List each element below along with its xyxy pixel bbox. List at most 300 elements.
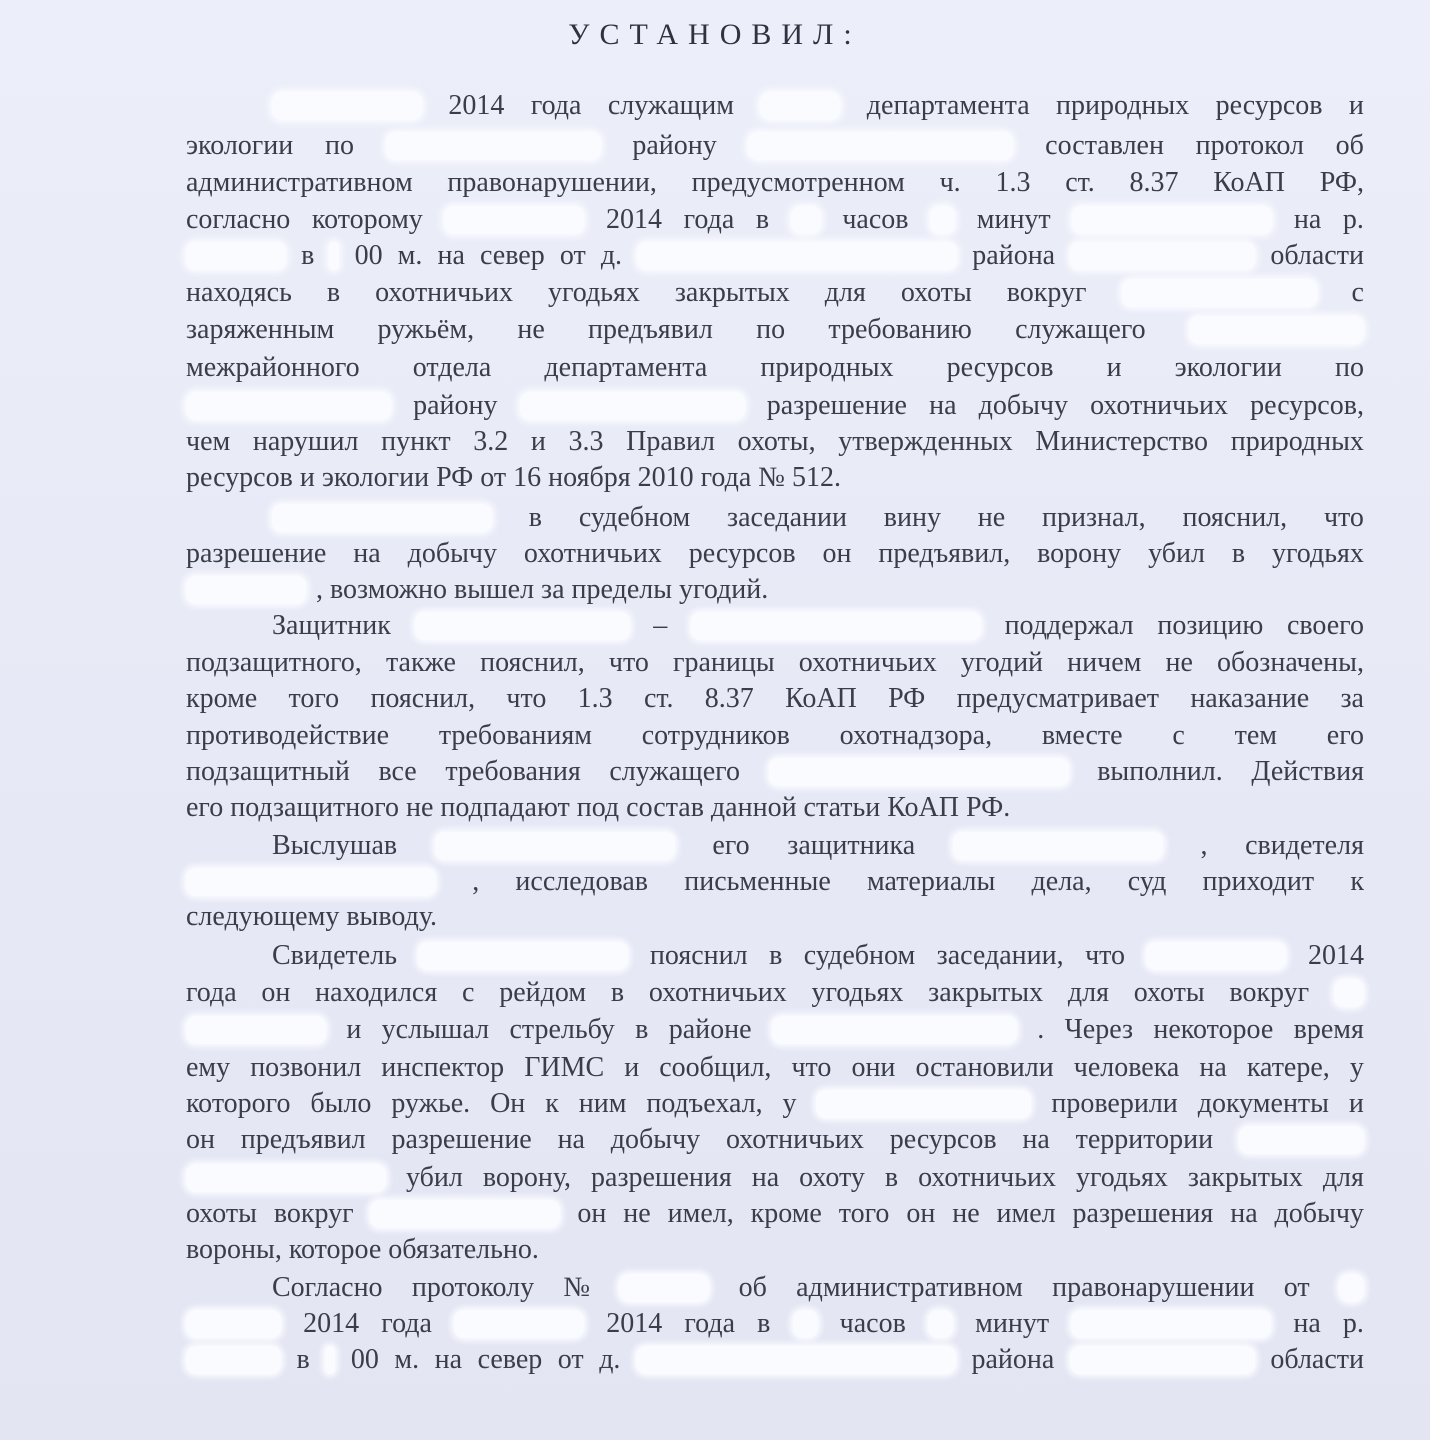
text-word: угодьях (547, 277, 640, 308)
text-word: находился (315, 977, 438, 1008)
redaction-block (272, 504, 492, 532)
redaction-block (1070, 1346, 1255, 1374)
text-word: 2014 (303, 1308, 360, 1339)
text-word: инспектор (381, 1052, 505, 1083)
text-word: служащего (609, 756, 740, 787)
text-word: Выслушав (272, 830, 398, 861)
text-word: району (632, 130, 717, 161)
text-word: проверили (1051, 1088, 1178, 1119)
text-word: в (884, 1162, 899, 1193)
text-word: года (530, 90, 582, 121)
redaction-block (772, 1016, 1017, 1044)
text-word: на (1022, 1124, 1050, 1155)
text-word: КоАП (1213, 167, 1285, 198)
text-line (186, 975, 1364, 1011)
text-word: он (577, 1198, 607, 1229)
text-word: на (1293, 1308, 1321, 1339)
text-word: было (310, 1088, 372, 1119)
text-word: сотрудников (641, 720, 790, 751)
text-word: защитника (787, 830, 916, 861)
text-word: север (480, 240, 545, 271)
text-word: вокруг (1229, 977, 1310, 1008)
text-word: предъявил (240, 1124, 366, 1155)
text-word: позицию (1157, 610, 1264, 641)
text-word: в (326, 277, 341, 308)
text-word: в (528, 502, 543, 533)
text-word: он (261, 977, 291, 1008)
text-word: РФ, (1319, 167, 1364, 198)
text-word: р. (1342, 204, 1364, 235)
text-word: Согласно (272, 1272, 383, 1303)
text-word: требованию (828, 314, 972, 345)
text-word: ворону, (482, 1162, 572, 1193)
text-word: Через (1064, 1014, 1134, 1045)
text-word: на (1293, 204, 1322, 235)
text-word: часов (839, 1308, 906, 1339)
text-word: протокол (1195, 130, 1304, 161)
text-word: признал, (1041, 502, 1146, 533)
text-word: по (756, 314, 786, 345)
text-word: ружье. (391, 1088, 471, 1119)
text-word: РФ (888, 683, 926, 714)
text-word: межрайонного (186, 352, 360, 383)
text-word: судебном (578, 502, 691, 533)
text-word: своего (1286, 610, 1364, 641)
redaction-block (272, 92, 422, 120)
text-line (186, 790, 1364, 826)
text-word: позвонил (250, 1052, 362, 1083)
redaction-block (186, 392, 391, 420)
redaction-block (325, 1346, 335, 1374)
text-word: охоты (186, 1198, 257, 1229)
text-word: он (186, 1124, 215, 1155)
text-word: что (1085, 940, 1126, 971)
text-word: на (557, 1124, 585, 1155)
text-word: 8.37 (1129, 167, 1179, 198)
redaction-block (748, 132, 1013, 160)
text-word: правонарушении, (447, 167, 657, 198)
text-word: 3.3 (568, 426, 604, 457)
redaction-block (370, 1200, 560, 1228)
text-word: разрешения (1072, 1198, 1214, 1229)
text-word: исследовав (515, 866, 649, 897)
text-line (186, 165, 1364, 201)
text-word: № (563, 1272, 591, 1303)
text-word: природных (1056, 90, 1190, 121)
text-line (186, 312, 1364, 348)
text-word: не (623, 1198, 651, 1229)
text-word: ним (578, 1088, 627, 1119)
text-word: района (971, 1344, 1055, 1375)
text-word: его (1326, 720, 1364, 751)
redaction-block (418, 942, 628, 970)
text-word: имел, (667, 1198, 734, 1229)
text-word: Министерство (1035, 426, 1209, 457)
text-word: кроме (186, 683, 258, 714)
redaction-block (186, 576, 306, 604)
text-word: с (462, 977, 475, 1008)
text-word: согласно (186, 204, 291, 235)
text-word: ему (186, 1052, 231, 1083)
text-word: 00 (354, 240, 383, 271)
text-word: у (1349, 1052, 1364, 1083)
text-word: пояснил (649, 940, 748, 971)
text-word: составлен (1045, 130, 1164, 161)
text-word: охоты, (737, 426, 816, 457)
text-word: что (791, 1052, 832, 1083)
text-word: – (653, 610, 668, 641)
text-line (186, 1306, 1364, 1342)
text-word: некоторое (1153, 1014, 1274, 1045)
text-word: за (1340, 683, 1364, 714)
text-word: добычу (978, 390, 1068, 421)
redaction-block (1072, 206, 1272, 234)
text-word: нарушил (252, 426, 359, 457)
text-word: судебном (803, 940, 916, 971)
redaction-block (760, 92, 840, 120)
text-word: и (346, 1014, 362, 1045)
redaction-block (329, 242, 339, 270)
text-word: человека (1073, 1052, 1180, 1083)
text-word: ресурсов (889, 1124, 997, 1155)
text-word: он (822, 538, 852, 569)
text-word: не (952, 1198, 980, 1229)
text-word: пояснил, (1182, 502, 1288, 533)
text-word: дела, (1031, 866, 1092, 897)
text-word: в (301, 240, 315, 271)
redaction-block (186, 868, 436, 896)
text-line (186, 424, 1364, 460)
text-word: чем (186, 426, 231, 457)
text-line (186, 238, 1364, 274)
text-word: на (751, 1162, 780, 1193)
text-line (186, 645, 1364, 681)
text-word: которому (311, 204, 423, 235)
redaction-block (1239, 1126, 1364, 1154)
redaction-block (953, 832, 1163, 860)
text-word: в (610, 977, 625, 1008)
text-word: на (1199, 1052, 1227, 1083)
text-line (186, 500, 1364, 536)
text-word: закрытых (928, 977, 1044, 1008)
text-word: ресурсов, (1250, 390, 1364, 421)
text-word: 00 (350, 1344, 379, 1375)
text-word: ничем (1067, 647, 1142, 678)
redaction-block (435, 832, 675, 860)
text-word: Свидетель (272, 940, 397, 971)
redaction-block (1071, 1310, 1271, 1338)
text-word: обозначены, (1217, 647, 1364, 678)
text-word: для (1067, 977, 1109, 1008)
text-word: экологии (186, 130, 294, 161)
text-word: с (1172, 720, 1185, 751)
text-word: закрытых (674, 277, 790, 308)
text-word: ст. (643, 683, 674, 714)
text-word: в (635, 1014, 649, 1045)
text-word: от (557, 1344, 584, 1375)
text-line (186, 1270, 1364, 1306)
redaction-block (186, 242, 286, 270)
text-line (186, 1160, 1364, 1196)
text-word: ГИМС (524, 1052, 605, 1083)
text-word: об (1335, 130, 1364, 161)
text-word: для (824, 277, 866, 308)
text-word: минут (975, 1308, 1050, 1339)
text-word: остановили (915, 1052, 1054, 1083)
text-word: время (1293, 1014, 1364, 1045)
redaction-block (186, 1016, 326, 1044)
text-word: природных (1230, 426, 1364, 457)
text-word: также (385, 647, 456, 678)
text-word: угодьях (1076, 1162, 1168, 1193)
text-line (186, 1050, 1364, 1086)
text-word: поддержал (1004, 610, 1134, 641)
text-word: его (712, 830, 750, 861)
text-line (186, 754, 1364, 790)
text-word: охотничьих (375, 277, 513, 308)
text-word: и (1348, 90, 1364, 121)
text-word: наказание (1190, 683, 1310, 714)
redaction-block (793, 1310, 818, 1338)
text-word: он (906, 1198, 936, 1229)
text-word: минут (976, 204, 1051, 235)
text-line (186, 608, 1364, 644)
text-line (186, 350, 1364, 386)
text-word: протоколу (411, 1272, 535, 1303)
text-word: охоты (1133, 977, 1205, 1008)
text-word: имел (996, 1198, 1056, 1229)
text-line (186, 275, 1364, 311)
text-word: не (1165, 647, 1193, 678)
text-word: не (977, 502, 1006, 533)
text-line (186, 460, 1364, 496)
text-word: охотничьих (726, 1124, 864, 1155)
text-word: кроме (750, 1198, 822, 1229)
text-word: катере, (1246, 1052, 1330, 1083)
text-word: ст. (1065, 167, 1095, 198)
text-word: разрешение (391, 1124, 532, 1155)
text-word: районе (668, 1014, 752, 1045)
redaction-block (816, 1090, 1031, 1118)
text-word: в (1231, 538, 1246, 569)
text-word: ресурсов (946, 352, 1054, 383)
text-word: у (782, 1088, 797, 1119)
text-line (186, 1086, 1364, 1122)
text-word: охотничьих (798, 647, 937, 678)
text-word: суд (1127, 866, 1167, 897)
text-word: ресурсов (688, 538, 796, 569)
text-word: к (1350, 866, 1364, 897)
text-word: 1.3 (995, 167, 1031, 198)
text-word: подзащитный (186, 756, 350, 787)
text-word: 3.2 (473, 426, 509, 457)
text-word: Правил (626, 426, 715, 457)
text-word: что (608, 647, 649, 678)
text-word: что (506, 683, 547, 714)
redaction-block (791, 206, 821, 234)
text-line (186, 1196, 1364, 1232)
text-word: Защитник (272, 610, 391, 641)
text-line (186, 88, 1364, 124)
text-word: в (296, 1344, 310, 1375)
text-word: ч. (939, 167, 961, 198)
text-word: не (517, 314, 545, 345)
text-word: охоты (900, 277, 972, 308)
text-word: служащим (607, 90, 734, 121)
text-word: года (684, 1308, 736, 1339)
text-word: пояснил, (480, 647, 585, 678)
text-word: заряженным (186, 314, 335, 345)
text-word: угодьях (1272, 538, 1364, 569)
redaction-block (637, 242, 957, 270)
text-word: пункт (381, 426, 451, 457)
redaction-block (636, 1346, 956, 1374)
redaction-block (930, 206, 955, 234)
text-word: на (434, 1344, 463, 1375)
text-word: экологии (1174, 352, 1282, 383)
text-line (186, 128, 1364, 164)
text-word: и (624, 1052, 640, 1083)
text-line (186, 1012, 1364, 1048)
redaction-block (1339, 1274, 1364, 1302)
text-word: его подзащитного не подпадают под состав данной статьи КоАП РФ. (186, 792, 1011, 823)
text-word: , (472, 866, 480, 897)
text-word: на (437, 240, 465, 271)
text-word: Действия (1251, 756, 1364, 787)
text-word: пояснил, (370, 683, 476, 714)
text-line (186, 718, 1364, 754)
text-word: предусматривает (956, 683, 1160, 714)
redaction-block (1070, 242, 1255, 270)
text-word: природных (760, 352, 894, 383)
redaction-block (1122, 279, 1317, 307)
text-word: угодий (960, 647, 1044, 678)
text-line (186, 681, 1364, 717)
text-word: , возможно вышел за пределы угодий. (316, 574, 769, 605)
text-word: предъявил (588, 314, 713, 345)
text-word: границы (672, 647, 775, 678)
text-word: правонарушении (1052, 1272, 1255, 1303)
text-word: вину (883, 502, 941, 533)
text-word: административном (796, 1272, 1023, 1303)
text-line (186, 1342, 1364, 1378)
text-word: департамента (866, 90, 1030, 121)
document-heading: УСТАНОВИЛ: (568, 18, 862, 51)
text-word: охотничьих (918, 1162, 1057, 1193)
text-word: административном (186, 167, 413, 198)
text-word: охотнадзора, (839, 720, 993, 751)
text-word: 1.3 (577, 683, 613, 714)
text-word: разрешения (591, 1162, 732, 1193)
text-line (186, 388, 1364, 424)
text-word: м. (397, 240, 423, 271)
text-word: с (1351, 277, 1364, 308)
text-word: года (683, 204, 735, 235)
text-word: разрешение (766, 390, 907, 421)
text-word: подзащитного, (186, 647, 362, 678)
text-word: территории (1075, 1124, 1214, 1155)
text-word: ресурсов и экологии РФ от 16 ноября 2010 года № 512. (186, 462, 841, 493)
text-line (186, 572, 1364, 608)
text-word: 2014 (606, 204, 663, 235)
text-word: от (559, 240, 586, 271)
text-word: заседании, (936, 940, 1064, 971)
text-word: следующему выводу. (186, 901, 438, 932)
text-word: приходит (1202, 866, 1315, 897)
text-word: требованиям (438, 720, 592, 751)
text-word: противодействие (186, 720, 390, 751)
redaction-block (1189, 316, 1364, 344)
text-word: Он (490, 1088, 526, 1119)
text-word: и (1106, 352, 1122, 383)
text-word: ворону (1037, 538, 1122, 569)
text-word: стрельбу (509, 1014, 615, 1045)
text-word: предусмотренном (691, 167, 905, 198)
text-word: области (1270, 240, 1364, 271)
text-word: р. (1342, 1308, 1364, 1339)
text-word: того (288, 683, 340, 714)
text-word: заседании (727, 502, 847, 533)
text-word: закрытых (1187, 1162, 1303, 1193)
text-word: север (477, 1344, 543, 1375)
text-line (186, 1122, 1364, 1158)
redaction-block (186, 1164, 386, 1192)
text-line (186, 1232, 1364, 1268)
text-word: все (378, 756, 417, 787)
text-word: департамента (544, 352, 708, 383)
text-word: часов (842, 204, 909, 235)
text-word: убил (1148, 538, 1205, 569)
text-word: 2014 (448, 90, 505, 121)
text-word: ружьём, (377, 314, 475, 345)
text-line (186, 899, 1364, 935)
text-word: утвержденных (838, 426, 1013, 457)
text-word: подъехал, (646, 1088, 763, 1119)
text-word: материалы (866, 866, 996, 897)
text-word: добычу (610, 1124, 701, 1155)
text-word: ресурсов (1215, 90, 1323, 121)
redaction-block (769, 758, 1069, 786)
text-word: об (738, 1272, 767, 1303)
text-word: свидетеля (1245, 830, 1364, 861)
text-word: вокруг (1006, 277, 1087, 308)
text-word: в (769, 940, 783, 971)
redaction-block (1334, 979, 1364, 1007)
text-word: от (1283, 1272, 1310, 1303)
text-word: КоАП (785, 683, 857, 714)
text-word: д. (599, 1344, 621, 1375)
text-word: вокруг (273, 1198, 354, 1229)
text-line (186, 864, 1364, 900)
text-word: 2014 (606, 1308, 663, 1339)
redaction-block (520, 392, 745, 420)
text-word: на (353, 538, 381, 569)
text-word: требования (445, 756, 581, 787)
text-line (186, 828, 1364, 864)
text-word: району (413, 390, 498, 421)
text-word: сообщил, (659, 1052, 772, 1083)
redaction-block (386, 132, 601, 160)
text-word: м. (394, 1344, 420, 1375)
text-word: рейдом (499, 977, 587, 1008)
text-word: по (1334, 352, 1364, 383)
redaction-block (454, 1310, 584, 1338)
text-word: выполнил. (1097, 756, 1223, 787)
text-word: того (838, 1198, 890, 1229)
text-word: находясь (186, 277, 292, 308)
redaction-block (928, 1310, 953, 1338)
text-word: для (1322, 1162, 1364, 1193)
